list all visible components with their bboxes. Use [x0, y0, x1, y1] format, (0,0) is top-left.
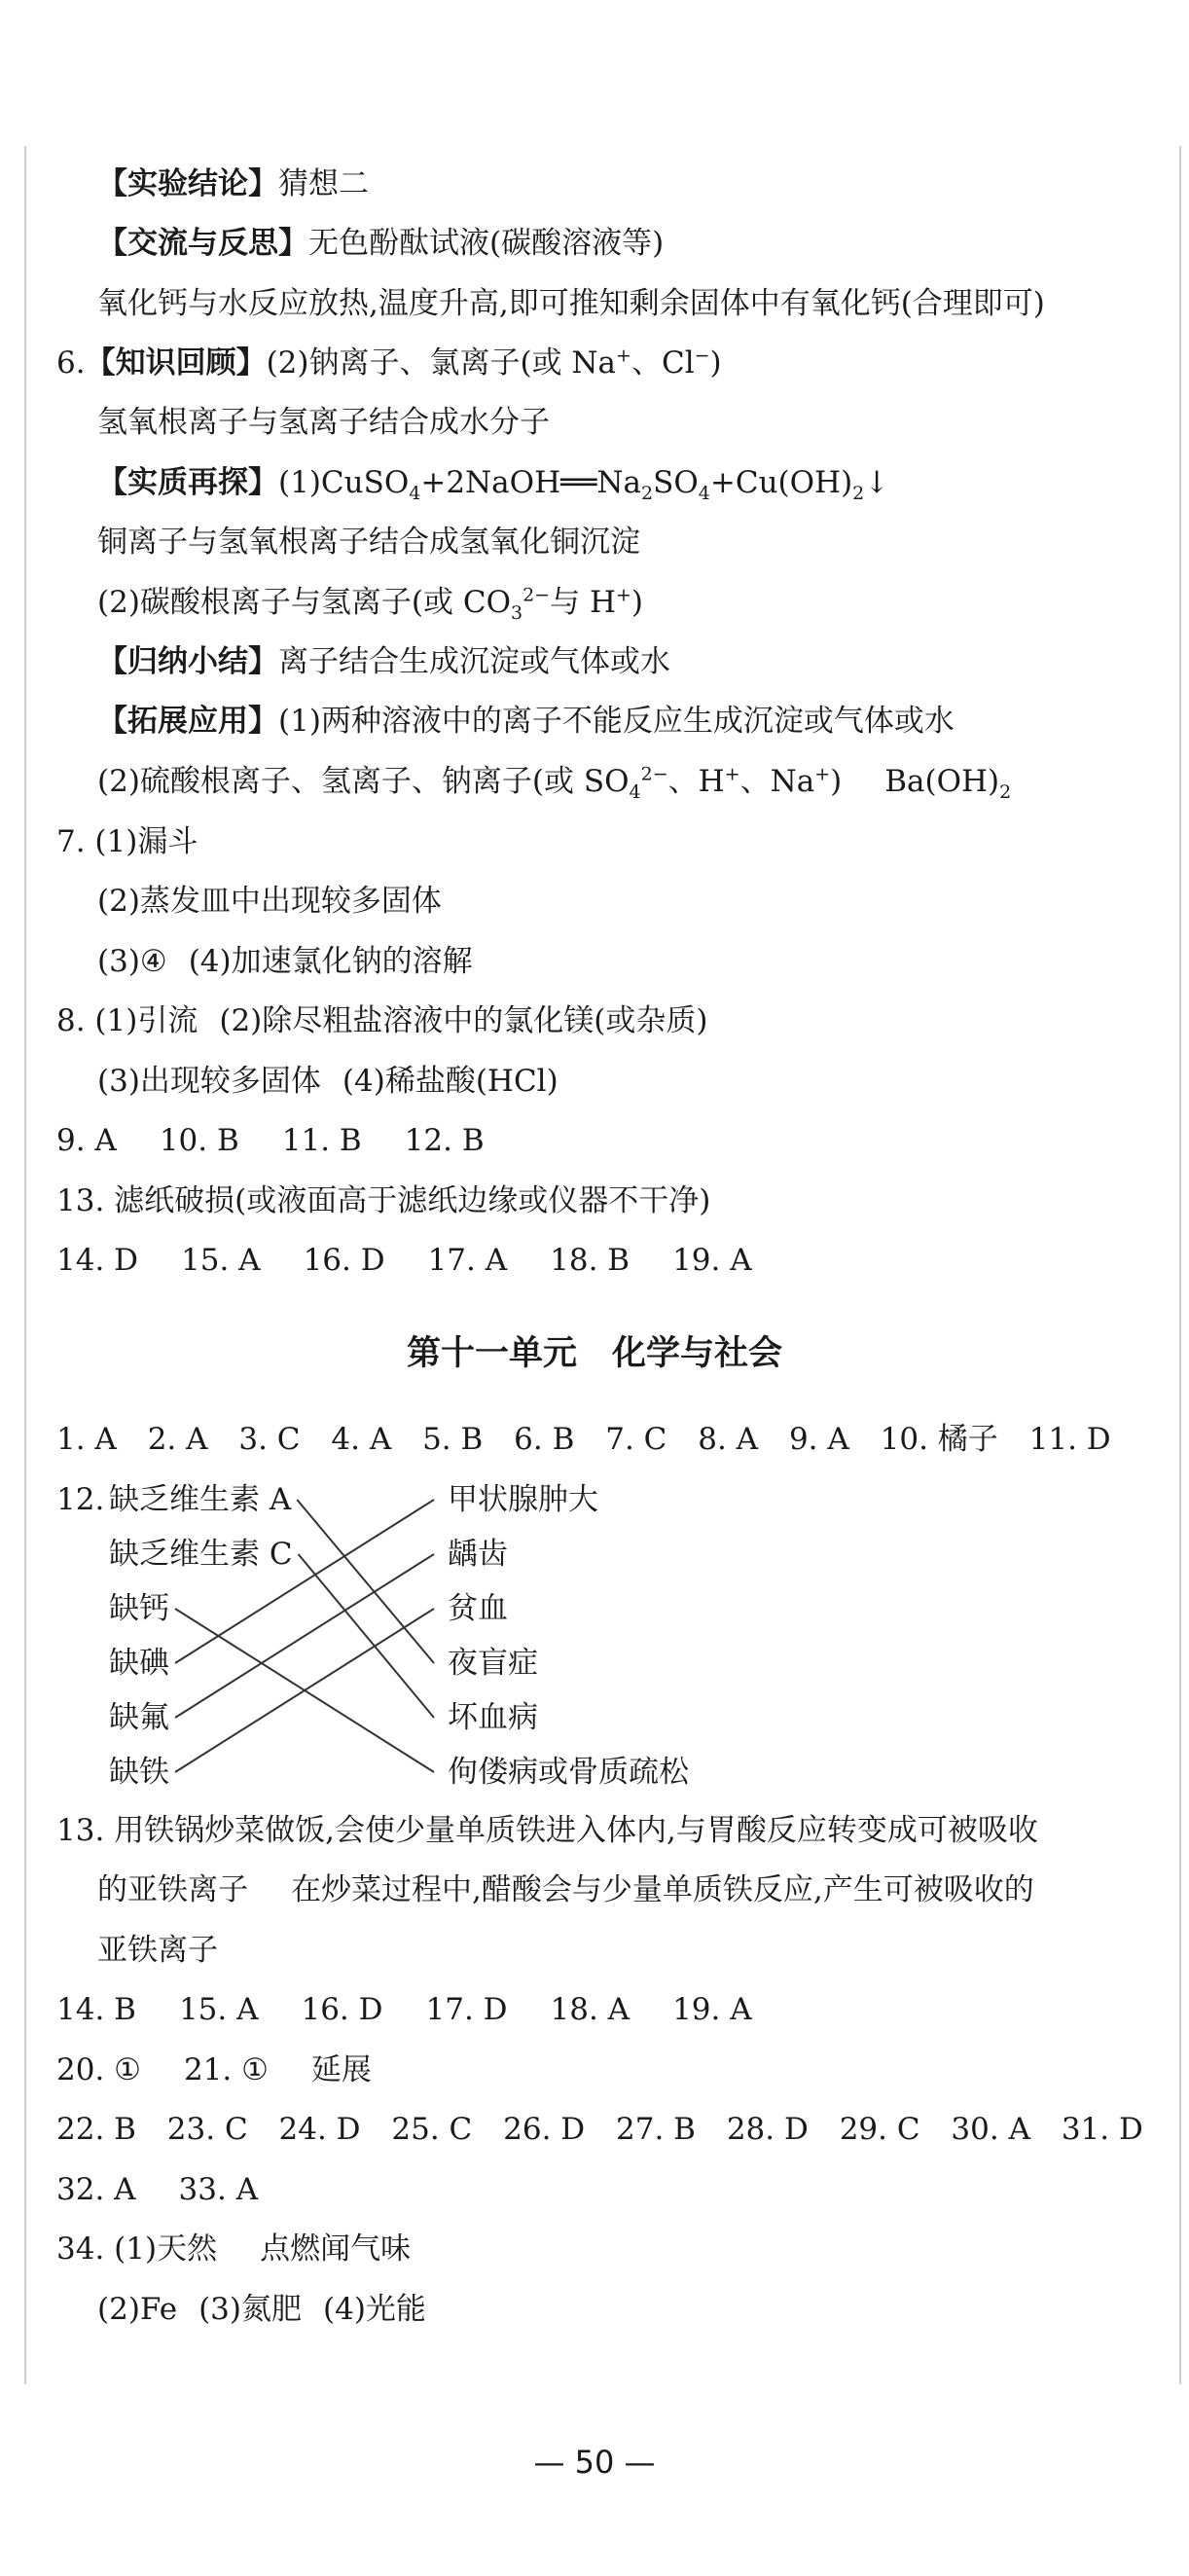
- answer-line: 34. (1)天然 点燃闻气味: [56, 2231, 412, 2267]
- answer-line: (3)④ (4)加速氯化钠的溶解: [97, 944, 473, 979]
- answer-line: (2)碳酸根离子与氢离子(或 $CO_3^{2-}$与 H+): [97, 584, 644, 625]
- match-left-item: 缺碘: [109, 1646, 169, 1681]
- match-left-item: 缺钙: [109, 1591, 169, 1626]
- match-left-item: 缺氟: [109, 1700, 169, 1735]
- section-heading: 第十一单元 化学与社会: [406, 1334, 783, 1373]
- answer-line: 1. A 2. A 3. C 4. A 5. B 6. B 7. C 8. A 9. A 10. 橘子 11. D: [56, 1422, 1111, 1457]
- answer-line: 铜离子与氢氧根离子结合成氢氧化铜沉淀: [97, 525, 640, 560]
- answer-line: 氧化钙与水反应放热,温度升高,即可推知剩余固体中有氧化钙(合理即可): [97, 286, 1045, 321]
- answer-line: 32. A 33. A: [56, 2172, 259, 2207]
- answer-line: (2)Fe (3)氮肥 (4)光能: [97, 2292, 426, 2327]
- answer-line: 【拓展应用】(1)两种溶液中的离子不能反应生成沉淀或气体或水: [97, 704, 955, 739]
- question-number: 12.: [56, 1482, 105, 1517]
- answer-line: 亚铁离子: [97, 1933, 218, 1968]
- answer-line: 13. 用铁锅炒菜做饭,会使少量单质铁进入体内,与胃酸反应转变成可被吸收: [56, 1813, 1038, 1848]
- match-right-item: 龋齿: [448, 1537, 508, 1572]
- answer-line: 7. (1)漏斗: [56, 824, 198, 859]
- matching-line: [175, 1554, 434, 1718]
- match-right-item: 佝偻病或骨质疏松: [448, 1755, 689, 1790]
- answer-line: 【实质再探】$(1)CuSO_4+2NaOH══Na_2SO_4+Cu(OH)_2↓$: [97, 465, 890, 505]
- answer-line: 13. 滤纸破损(或液面高于滤纸边缘或仪器不干净): [56, 1183, 711, 1218]
- answer-line: 【实验结论】猜想二: [97, 166, 369, 201]
- answer-line: 14. B 15. A 16. D 17. D 18. A 19. A: [56, 1992, 752, 2027]
- match-left-item: 缺铁: [109, 1755, 169, 1790]
- answer-line: 氢氧根离子与氢离子结合成水分子: [97, 405, 550, 440]
- answer-line: (3)出现较多固体 (4)稀盐酸(HCl): [97, 1064, 558, 1099]
- answer-line: (2)硫酸根离子、氢离子、钠离子(或 $SO_4^{2-}$、H+、Na+) $Ba(OH)_2$: [97, 763, 1012, 804]
- answer-line: 【归纳小结】离子结合生成沉淀或气体或水: [97, 644, 670, 679]
- answer-line: 8. (1)引流 (2)除尽粗盐溶液中的氯化镁(或杂质): [56, 1003, 708, 1038]
- answer-line: 6.【知识回顾】(2)钠离子、氯离子(或 Na+、Cl−): [56, 345, 722, 381]
- matching-line: [175, 1500, 434, 1663]
- match-right-item: 坏血病: [448, 1700, 538, 1735]
- answer-line: 【交流与反思】无色酚酞试液(碳酸溶液等): [97, 226, 665, 261]
- answer-line: 20. ① 21. ① 延展: [56, 2052, 372, 2087]
- match-left-item: 缺乏维生素 A: [109, 1482, 292, 1517]
- match-right-item: 贫血: [448, 1591, 508, 1626]
- match-right-item: 甲状腺肿大: [448, 1482, 598, 1517]
- answer-line: 的亚铁离子 在炒菜过程中,醋酸会与少量单质铁反应,产生可被吸收的: [97, 1872, 1034, 1907]
- answer-line: 14. D 15. A 16. D 17. A 18. B 19. A: [56, 1243, 752, 1278]
- match-right-item: 夜盲症: [448, 1646, 538, 1681]
- answer-line: (2)蒸发皿中出现较多固体: [97, 884, 442, 919]
- matching-line: [297, 1500, 434, 1663]
- matching-line: [299, 1554, 434, 1718]
- answer-line: 9. A 10. B 11. B 12. B: [56, 1123, 485, 1158]
- page-number: — 50 —: [533, 2444, 656, 2481]
- match-left-item: 缺乏维生素 C: [109, 1537, 293, 1572]
- answer-line: 22. B 23. C 24. D 25. C 26. D 27. B 28. D 29. C 30. A 31. D: [56, 2112, 1143, 2147]
